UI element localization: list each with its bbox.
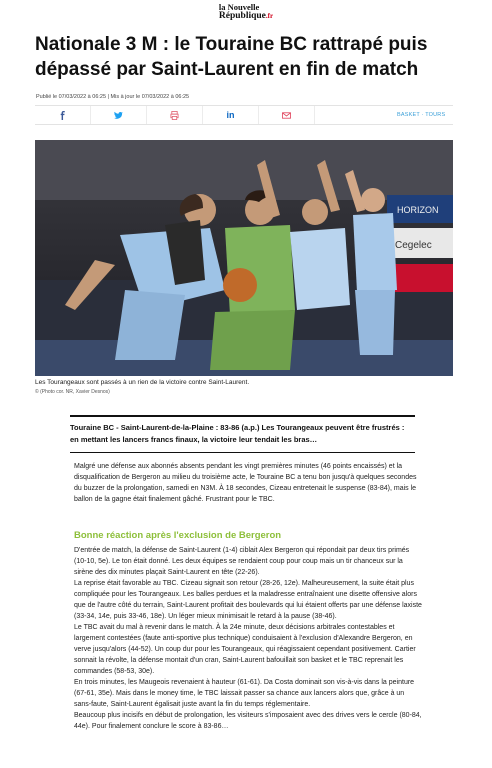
print-icon bbox=[170, 111, 179, 120]
article-tags[interactable]: BASKET · TOURS bbox=[397, 112, 446, 118]
article-paragraph: D'entrée de match, la défense de Saint-Laurent (1-4) ciblait Alex Bergeron qui répondait par deux tirs primés (10-10, 5e). Le ton était donné. Les deux équipes se rendaient coup pour coup mais un tir chanceux sur la sirène des dix minutes plaçait Saint-Laurent en tête (22-26). bbox=[74, 547, 410, 576]
article-subheading: Bonne réaction après l'exclusion de Bergeron bbox=[74, 530, 282, 541]
article-paragraph: La reprise était favorable au TBC. Cizeau signait son retour (28-26, 12e). Malheureusement, la suite était plus compliquée pour les Tourangeaux. Les balles perdues et la maladresse entraînaient une disette offensive alors que de l'autre côté du terrain, Saint-Laurent profitait des boulevards qui lui étaient offerts par une défense laxiste (33-34, 14e, puis 33-46, 18e). Un léger mieux minimisait le retard à la pause (38-46). bbox=[74, 580, 422, 620]
image-caption: Les Tourangeaux sont passés à un rien de la victoire contre Saint-Laurent. bbox=[35, 379, 250, 386]
share-email-button[interactable] bbox=[259, 106, 315, 124]
share-facebook-button[interactable] bbox=[35, 106, 91, 124]
share-linkedin-button[interactable] bbox=[203, 106, 259, 124]
article-photo bbox=[35, 140, 453, 376]
publish-date: Publié le 07/03/2022 à 06:25 | Mis à jour le 07/03/2022 à 06:25 bbox=[36, 94, 190, 100]
logo-line-2: République.fr bbox=[218, 11, 274, 21]
sign-text-cegelec: Cegelec bbox=[395, 240, 432, 251]
email-icon bbox=[282, 111, 291, 120]
image-credit: © (Photo cor. NR, Xavier Desnos) bbox=[35, 389, 110, 395]
basketball-action-photo bbox=[35, 140, 453, 376]
print-button[interactable] bbox=[147, 106, 203, 124]
facebook-icon bbox=[58, 111, 67, 120]
article-lead: Touraine BC - Saint-Laurent-de-la-Plaine : 83-86 (a.p.) Les Tourangeaux peuvent être frustrés : en mettant les lancers francs finaux, la victoire leur tendait les bras… bbox=[70, 415, 415, 453]
logo-line-1: la Nouvelle bbox=[218, 2, 260, 12]
twitter-icon bbox=[114, 111, 123, 120]
share-bar bbox=[35, 105, 453, 125]
article-intro: Malgré une défense aux abonnés absents pendant les vingt premières minutes (46 points encaissés) et la disqualification de Bergeron au milieu du troisième acte, le Touraine BC a tenu bon jusqu'à quelques secondes du buzzer de la prolongation, samedi en N3M. À 18 secondes, Cizeau entretenait le suspense (83-84), mais le ballon de la gagne était finalement gâché. Frustrant pour le TBC. bbox=[74, 463, 417, 503]
share-twitter-button[interactable] bbox=[91, 106, 147, 124]
article-title: Nationale 3 M : le Touraine BC rattrapé puis dépassé par Saint-Laurent en fin de match bbox=[35, 34, 428, 80]
linkedin-icon: in bbox=[226, 110, 235, 120]
article-paragraph: En trois minutes, les Maugeois revenaient à hauteur (61-61). Da Costa dominait son vis-à-vis dans la peinture (67-61, 35e). Mais dans le money time, le TBC laissait passer sa chance aux lancers alors que, grâce à un sans-faute, Saint-Laurent égalisait juste avant la fin du temps réglementaire. bbox=[74, 679, 415, 708]
article-paragraph: Le TBC avait du mal à revenir dans le match. À la 24e minute, deux décisions arbitrales contestables et largement contestées (faute anti-sportive plus technique) conduisaient à l'exclusion d'Alexandre Bergeron, en verve jusqu'alors (44-52). Un coup dur pour les Tourangeaux, qui réagissaient cependant positivement. Cartier sonnait la révolte, la défense montait d'un cran, Saint-Laurent bafouillait son basket et le TBC reprenait les commandes (58-53, 30e). bbox=[74, 624, 416, 675]
site-header bbox=[0, 0, 492, 26]
sign-text-horizon: HORIZON bbox=[397, 205, 439, 215]
article-body bbox=[74, 545, 422, 732]
site-logo[interactable] bbox=[219, 3, 273, 21]
article-paragraph: Beaucoup plus incisifs en début de prolongation, les visiteurs s'imposaient avec des drives vers le cercle (80-84, 44e). Pour finalement conclure le score à 83-86… bbox=[74, 712, 422, 730]
